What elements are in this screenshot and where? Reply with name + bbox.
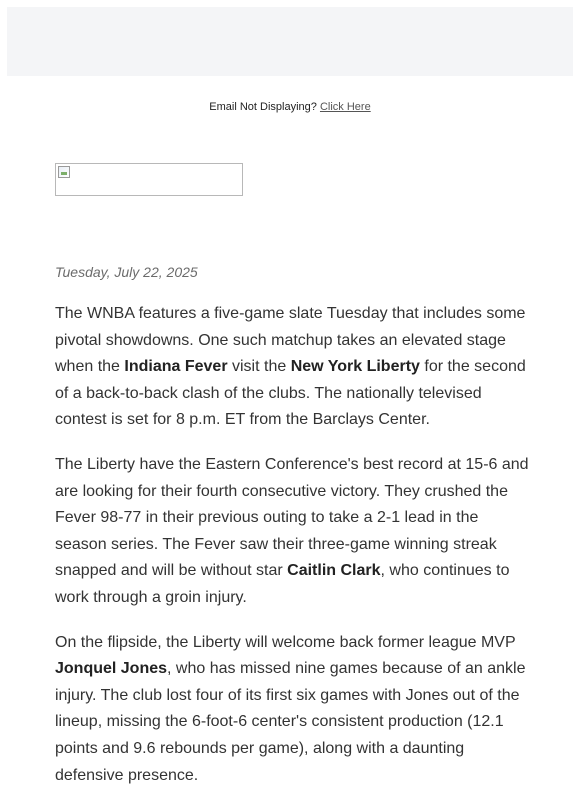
broken-image-icon [58, 166, 70, 178]
top-banner [7, 7, 573, 76]
paragraph-3 [55, 630, 533, 790]
paragraph-2 [55, 452, 533, 612]
paragraph-1 [55, 301, 533, 434]
article-body [55, 262, 533, 807]
p2-text-1: The Liberty have the Eastern Conference's best record at 15-6 and are looking for their fourth consecutive victory. They crushed the Fever 98-77 in their previous outing to take a 2-1 lead in the season series. The Fever saw their three-game winning streak snapped and will be without star [55, 455, 529, 580]
broken-logo-image [55, 163, 243, 196]
team-new-york-liberty: New York Liberty [290, 358, 420, 376]
player-caitlin-clark: Caitlin Clark [287, 562, 381, 580]
player-jonquel-jones: Jonquel Jones [55, 660, 168, 678]
email-prompt-text: Email Not Displaying? [209, 101, 317, 113]
article-date: Tuesday, July 22, 2025 [55, 264, 198, 280]
p1-text-2: visit the [227, 358, 291, 376]
p1-text-3: for the second of a back-to-back clash of the clubs. The nationally televised contest is set for 8 p.m. ET from the Barclays Center. [55, 358, 526, 429]
p3-text-1: On the flipside, the Liberty will welcome back former league MVP [55, 633, 516, 651]
team-indiana-fever: Indiana Fever [124, 358, 228, 376]
p2-text-2: , who continues to work through a groin injury. [55, 562, 510, 606]
click-here-link[interactable]: Click Here [319, 101, 371, 113]
p1-text-1: The WNBA features a five-game slate Tuesday that includes some pivotal showdowns. One such matchup takes an elevated stage when the [55, 305, 526, 376]
p3-text-2: , who has missed nine games because of an ankle injury. The club lost four of its first six games with Jones out of the lineup, missing the 6-foot-6 center's consistent production (12.1 points and 9.6 rebounds per game), along with a daunting defensive presence. [55, 660, 526, 784]
email-not-displaying-line [0, 101, 580, 113]
